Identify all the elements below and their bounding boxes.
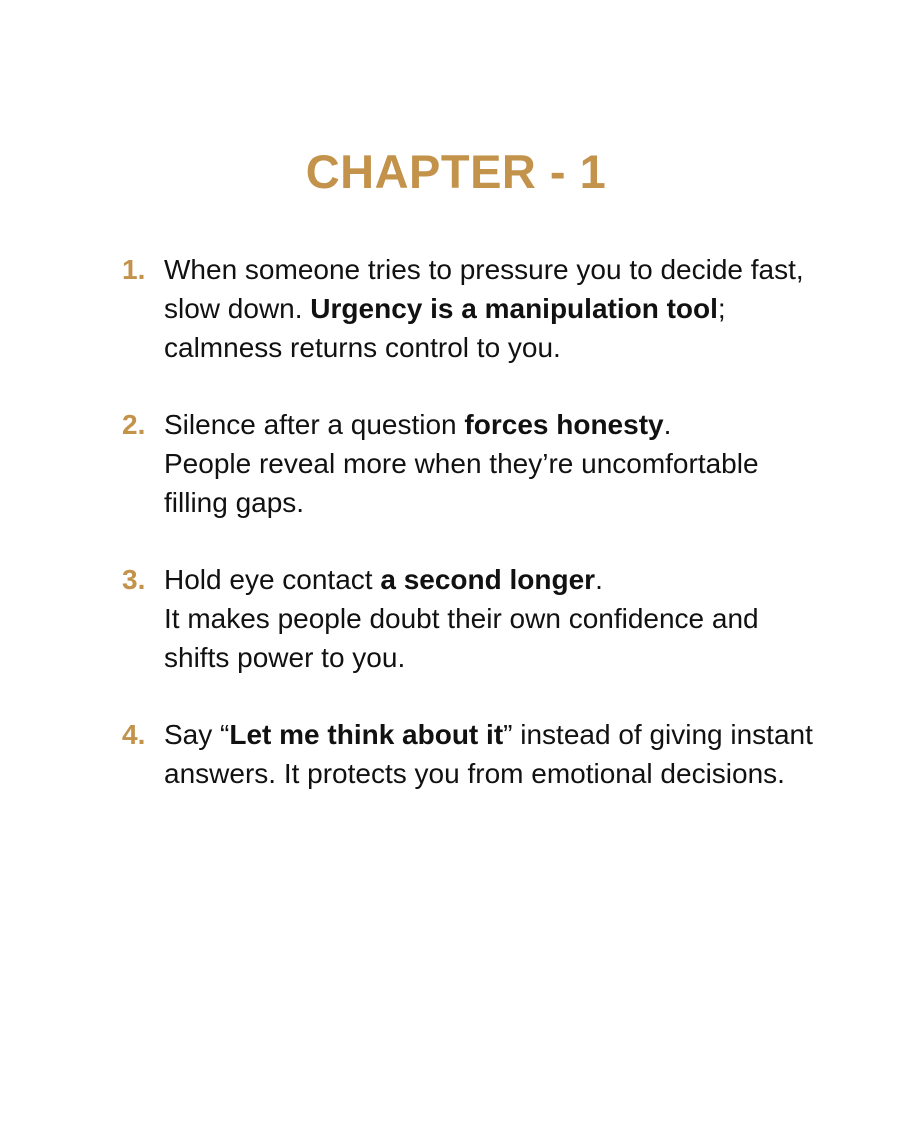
chapter-title: CHAPTER - 1: [305, 145, 607, 198]
item-text-part: ; calmness returns control to you.: [164, 293, 726, 363]
list-item: [122, 560, 822, 677]
tips-list: [122, 250, 822, 831]
list-item: [122, 405, 822, 522]
item-number: 4.: [122, 719, 146, 750]
item-text: [164, 254, 804, 363]
list-item: [122, 250, 822, 367]
item-text-bold: Urgency is a manipulation tool: [310, 293, 718, 324]
item-text: [164, 409, 759, 518]
item-text-part: Hold eye contact: [164, 564, 381, 595]
item-text-part: Say “: [164, 719, 230, 750]
item-text-part: . People reveal more when they’re uncomfortable filling gaps.: [164, 409, 759, 518]
item-text-part: ” instead of giving instant answers. It protects you from emotional decisions.: [164, 719, 813, 789]
list-item: [122, 715, 822, 793]
item-text-bold: a second longer: [380, 564, 596, 595]
item-text-part: Silence after a question: [164, 409, 465, 440]
item-text-bold: forces honesty: [464, 409, 664, 440]
item-text: [164, 719, 813, 789]
item-text: [164, 564, 759, 673]
item-text-part: When someone tries to pressure you to decide fast, slow down.: [164, 254, 804, 324]
item-number: 1.: [122, 254, 146, 285]
item-text-part: . It makes people doubt their own confidence and shifts power to you.: [164, 564, 759, 673]
item-number: 3.: [122, 564, 146, 595]
item-number: 2.: [122, 409, 146, 440]
item-text-bold: Let me think about it: [229, 719, 504, 750]
